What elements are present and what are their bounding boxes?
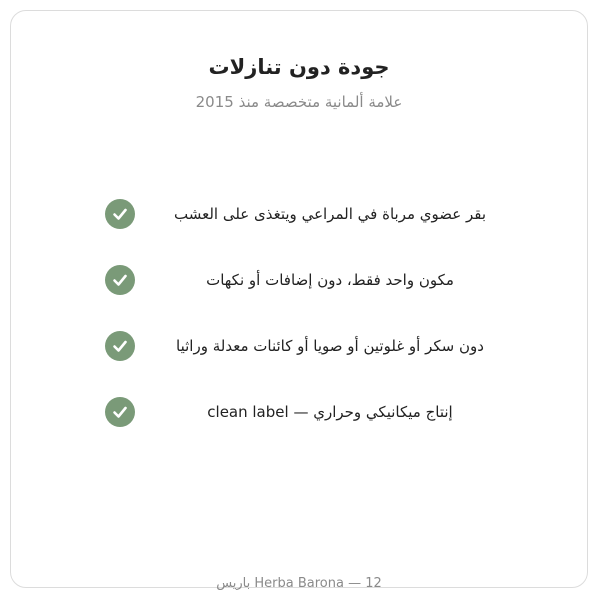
feature-text: مكون واحد فقط، دون إضافات أو نكهات: [206, 271, 454, 289]
feature-item-single-ingredient: [105, 247, 515, 313]
card-title: جودة دون تنازلات: [208, 55, 390, 79]
card-footer: Herba Barona — 12 باريس: [216, 576, 382, 591]
feature-card: [10, 10, 588, 591]
feature-text: دون سكر أو غلوتين أو صويا أو كائنات معدلة وراثيا: [176, 337, 484, 355]
card-subtitle: علامة ألمانية متخصصة منذ 2015: [195, 93, 403, 111]
feature-item-free-from: [105, 313, 515, 379]
check-circle-icon: [105, 199, 135, 229]
feature-list: [105, 181, 515, 445]
feature-text: بقر عضوي مرباة في المراعي ويتغذى على العشب: [173, 205, 487, 223]
feature-item-pasture: [105, 181, 515, 247]
feature-text: إنتاج ميكانيكي وحراري — clean label: [207, 403, 453, 421]
check-circle-icon: [105, 265, 135, 295]
check-circle-icon: [105, 331, 135, 361]
check-circle-icon: [105, 397, 135, 427]
feature-item-clean-label: [105, 379, 515, 445]
